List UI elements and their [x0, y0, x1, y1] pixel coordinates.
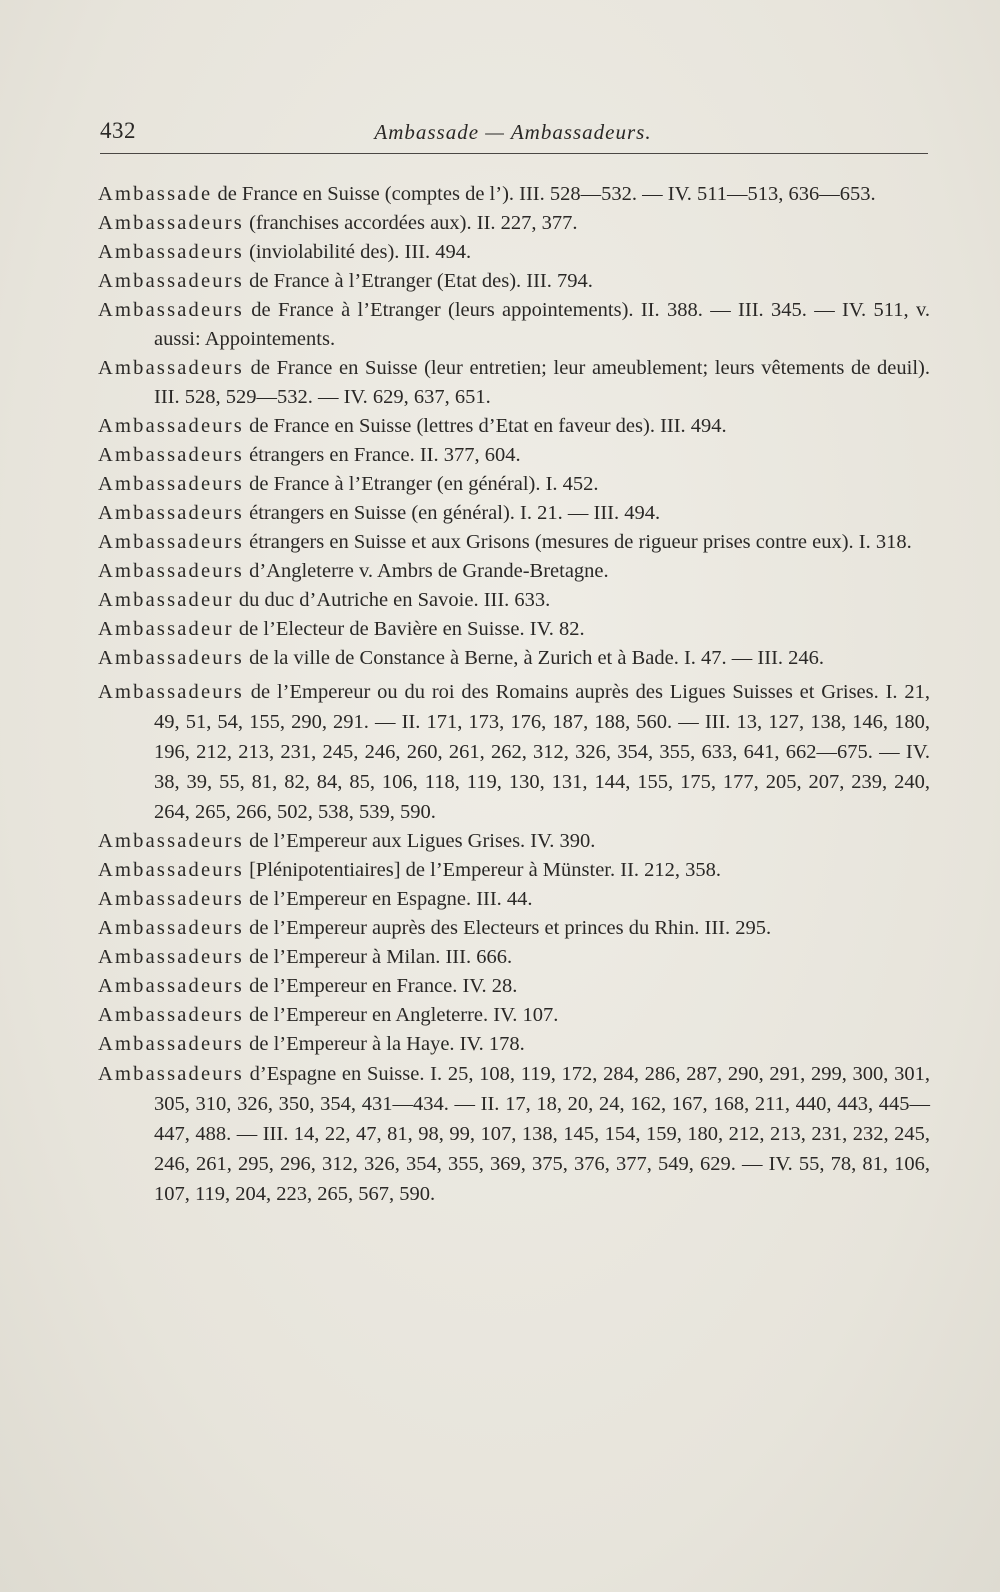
page-number: 432	[100, 118, 136, 143]
entry-text: (inviolabilité des). III. 494.	[243, 241, 472, 263]
entry-text: de l’Empereur en Espagne. III. 44.	[243, 888, 533, 910]
entry-head: Ambassadeurs	[98, 502, 244, 524]
entry-text: de l’Electeur de Bavière en Suisse. IV. 82.	[233, 618, 585, 640]
index-entry	[98, 470, 930, 499]
index-entry	[98, 441, 930, 470]
entry-text: de France à l’Etranger (leurs appointements). II. 388. — III. 345. — IV. 511, v. aussi: Appointements.	[154, 299, 930, 350]
index-entry	[98, 943, 930, 972]
entry-head: Ambassadeurs	[98, 357, 244, 379]
entry-head: Ambassadeur	[98, 589, 234, 611]
index-entry	[98, 827, 930, 856]
entry-text: de l’Empereur auprès des Electeurs et princes du Rhin. III. 295.	[243, 917, 772, 939]
entry-text: étrangers en Suisse (en général). I. 21. — III. 494.	[243, 502, 661, 524]
entry-head: Ambassadeurs	[98, 975, 244, 997]
entry-text: de France à l’Etranger (en général). I. 452.	[243, 473, 599, 495]
index-entry	[98, 209, 930, 238]
entry-text: d’Angleterre v. Ambrs de Grande-Bretagne.	[243, 560, 609, 582]
index-entry	[98, 586, 930, 615]
entry-head: Ambassadeurs	[98, 270, 244, 292]
entry-head: Ambassadeurs	[98, 299, 244, 321]
entry-head: Ambassadeurs	[98, 917, 244, 939]
entry-text: de l’Empereur à la Haye. IV. 178.	[243, 1033, 525, 1055]
entry-head: Ambassadeurs	[98, 241, 244, 263]
entry-head: Ambassadeurs	[98, 560, 244, 582]
entry-text: de l’Empereur ou du roi des Romains auprès des Ligues Suisses et Grises. I. 21, 49, 51, 54, 155, 290, 291. — II. 171, 173, 176, 187, 188, 560. — III. 13, 127, 138, 146, 180, 196, 212, 213, 231, 245, 246, 260, 261, 262, 312, 326, 354, 355, 633, 641, 662—675. — IV. 38, 39, 55, 81, 82, 84, 85, 106, 118, 119, 130, 131, 144, 155, 175, 177, 205, 207, 239, 240, 264, 265, 266, 502, 538, 539, 590.	[154, 681, 930, 823]
entry-text: de l’Empereur à Milan. III. 666.	[243, 946, 513, 968]
entry-head: Ambassadeurs	[98, 946, 244, 968]
entry-text: de France à l’Etranger (Etat des). III. 794.	[243, 270, 593, 292]
entry-head: Ambassadeur	[98, 618, 234, 640]
entry-head: Ambassadeurs	[98, 415, 244, 437]
entry-head: Ambassadeurs	[98, 830, 244, 852]
index-entry	[98, 615, 930, 644]
entry-head: Ambassadeurs	[98, 1033, 244, 1055]
page-header	[100, 114, 926, 154]
entry-head: Ambassadeurs	[98, 647, 244, 669]
index-entry	[98, 677, 930, 827]
entry-head: Ambassadeurs	[98, 1063, 244, 1085]
index-entry	[98, 267, 930, 296]
index-entry	[98, 856, 930, 885]
index-entry	[98, 528, 930, 557]
running-title: Ambassade — Ambassadeurs.	[374, 120, 652, 144]
entry-head: Ambassade	[98, 183, 213, 205]
index-entry	[98, 296, 930, 354]
index-entry	[98, 412, 930, 441]
entry-text: de l’Empereur en France. IV. 28.	[243, 975, 518, 997]
index-entry	[98, 354, 930, 412]
entry-text: étrangers en Suisse et aux Grisons (mesures de rigueur prises contre eux). I. 318.	[243, 531, 912, 553]
index-entry	[98, 914, 930, 943]
entry-text: de la ville de Constance à Berne, à Zurich et à Bade. I. 47. — III. 246.	[243, 647, 825, 669]
entry-head: Ambassadeurs	[98, 888, 244, 910]
entry-text: de l’Empereur en Angleterre. IV. 107.	[243, 1004, 559, 1026]
entry-head: Ambassadeurs	[98, 531, 244, 553]
entry-head: Ambassadeurs	[98, 859, 244, 881]
index-entry	[98, 644, 930, 673]
entry-text: de l’Empereur aux Ligues Grises. IV. 390.	[243, 830, 596, 852]
entry-text: d’Espagne en Suisse. I. 25, 108, 119, 172, 284, 286, 287, 290, 291, 299, 300, 301, 305, 310, 326, 350, 354, 431—434. — II. 17, 18, 20, 24, 162, 167, 168, 211, 440, 443, 445—447, 488. — III. 14, 22, 47, 81, 98, 99, 107, 138, 145, 154, 159, 180, 212, 213, 231, 232, 245, 246, 261, 295, 296, 312, 326, 354, 355, 369, 375, 376, 377, 549, 629. — IV. 55, 78, 81, 106, 107, 119, 204, 223, 265, 567, 590.	[154, 1063, 930, 1205]
entry-head: Ambassadeurs	[98, 444, 244, 466]
index-entry	[98, 180, 930, 209]
index-entry	[98, 1001, 930, 1030]
entry-text: du duc d’Autriche en Savoie. III. 633.	[233, 589, 551, 611]
entry-text: [Plénipotentiaires] de l’Empereur à Münster. II. 212, 358.	[243, 859, 722, 881]
entry-text: de France en Suisse (leur entretien; leur ameublement; leurs vêtements de deuil). III. 528, 529—532. — IV. 629, 637, 651.	[154, 357, 930, 408]
index-entry	[98, 1059, 930, 1209]
entry-text: (franchises accordées aux). II. 227, 377.	[243, 212, 578, 234]
index-entry	[98, 972, 930, 1001]
index-entry	[98, 557, 930, 586]
entry-head: Ambassadeurs	[98, 1004, 244, 1026]
index-entry	[98, 1030, 930, 1059]
entry-head: Ambassadeurs	[98, 681, 244, 703]
entry-head: Ambassadeurs	[98, 212, 244, 234]
index-entry	[98, 499, 930, 528]
entry-head: Ambassadeurs	[98, 473, 244, 495]
index-entry	[98, 885, 930, 914]
header-rule	[100, 153, 928, 154]
index-entry	[98, 238, 930, 267]
entry-text: de France en Suisse (comptes de l’). III. 528—532. — IV. 511—513, 636—653.	[212, 183, 876, 205]
entry-text: étrangers en France. II. 377, 604.	[243, 444, 521, 466]
entry-text: de France en Suisse (lettres d’Etat en faveur des). III. 494.	[243, 415, 727, 437]
index-entries	[98, 180, 930, 1209]
